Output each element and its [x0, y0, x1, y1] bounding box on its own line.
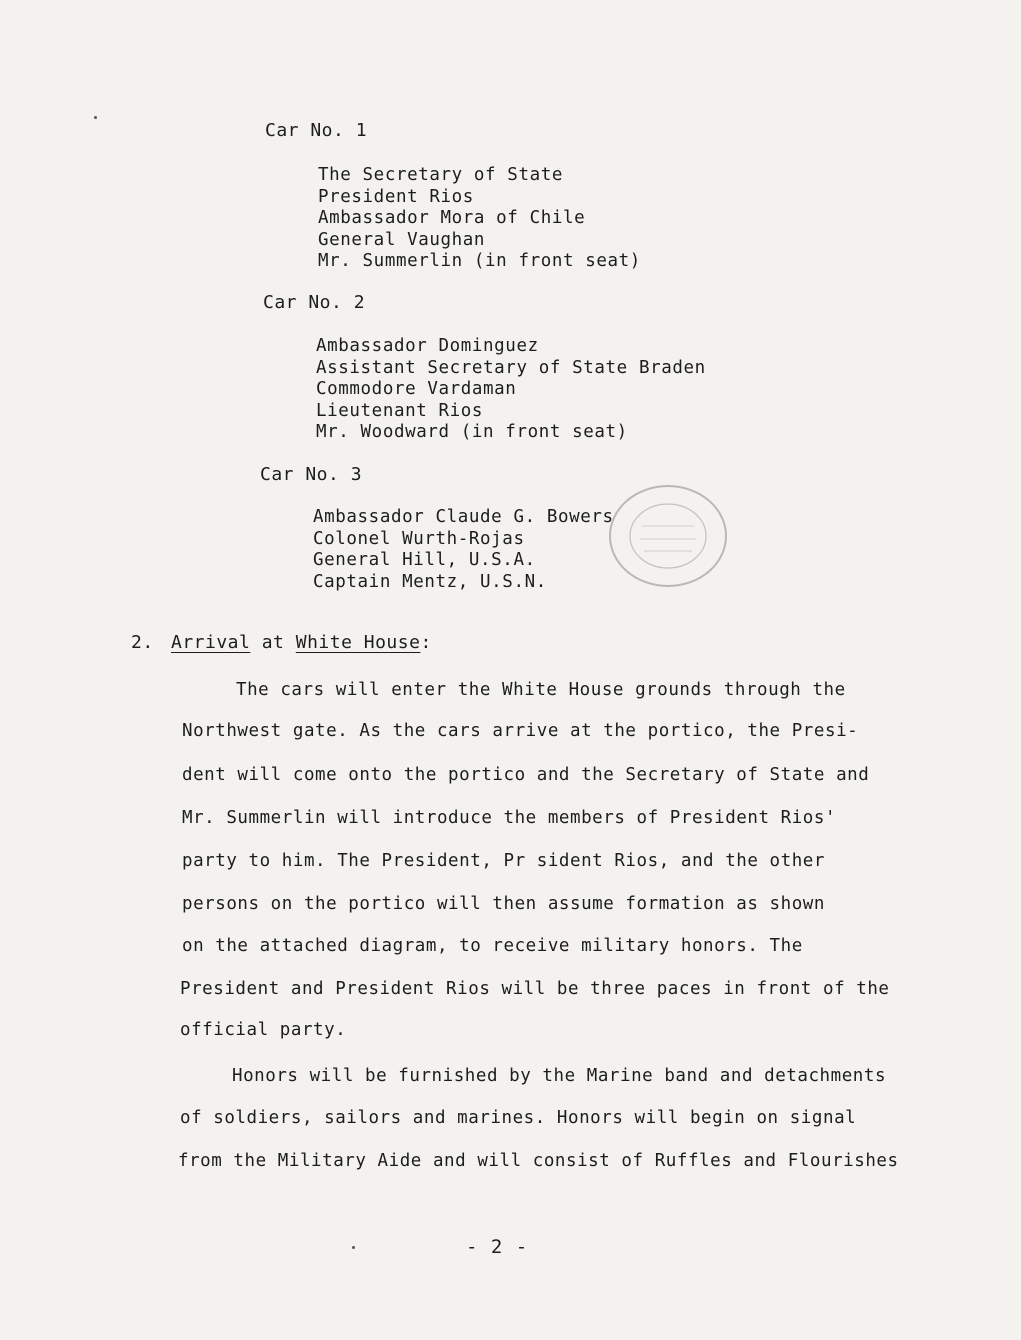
paragraph-1-line: Mr. Summerlin will introduce the members of President Rios'	[182, 808, 837, 828]
list-item: Ambassador Dominguez	[316, 336, 539, 356]
car-1-occupants	[318, 165, 641, 273]
list-item: Commodore Vardaman	[316, 379, 517, 399]
paragraph-1-line: on the attached diagram, to receive military honors. The	[182, 936, 803, 956]
paragraph-2-line: Honors will be furnished by the Marine band and detachments	[232, 1066, 887, 1086]
list-item: Captain Mentz, U.S.N.	[313, 571, 547, 592]
list-item: Mr. Summerlin (in front seat)	[318, 251, 641, 271]
scan-speck	[352, 1246, 355, 1249]
archives-stamp-icon	[606, 481, 730, 591]
paragraph-1-line: dent will come onto the portico and the Secretary of State and	[182, 765, 870, 785]
list-item: Mr. Woodward (in front seat)	[316, 422, 628, 442]
list-item: Assistant Secretary of State Braden	[316, 357, 706, 378]
list-item: The Secretary of State	[318, 165, 563, 185]
list-item: General Hill, U.S.A.	[313, 550, 536, 570]
list-item: Ambassador Claude G. Bowers	[313, 507, 614, 527]
car-1-heading: Car No. 1	[265, 120, 368, 141]
paragraph-1-line: The cars will enter the White House grounds through the	[236, 680, 846, 700]
scan-speck	[94, 116, 97, 119]
paragraph-2-line: from the Military Aide and will consist of Ruffles and Flourishes	[178, 1151, 899, 1171]
paragraph-1-line: Northwest gate. As the cars arrive at the portico, the Presi-	[182, 721, 859, 741]
section-title-at: at	[261, 632, 285, 653]
section-title-arrival: Arrival	[171, 632, 251, 653]
section-title-white-house: White House	[295, 632, 421, 653]
paragraph-2-line: of soldiers, sailors and marines. Honors will begin on signal	[180, 1108, 857, 1128]
car-3-occupants	[313, 507, 614, 593]
paragraph-1-line: official party.	[180, 1020, 347, 1040]
paragraph-1-line: persons on the portico will then assume formation as shown	[182, 894, 825, 914]
paragraph-1-line: President and President Rios will be three paces in front of the	[180, 979, 890, 999]
list-item: Colonel Wurth-Rojas	[313, 528, 525, 549]
section-number: 2.	[131, 632, 154, 653]
section-2-heading	[131, 632, 432, 653]
list-item: Ambassador Mora of Chile	[318, 208, 586, 228]
page-number: - 2 -	[466, 1236, 529, 1258]
car-2-occupants	[316, 336, 706, 444]
list-item: Lieutenant Rios	[316, 400, 484, 421]
paragraph-1-line: party to him. The President, Pr sident Rios, and the other	[182, 851, 825, 871]
car-2-heading: Car No. 2	[263, 292, 366, 313]
car-3-heading: Car No. 3	[260, 464, 363, 485]
list-item: President Rios	[318, 186, 474, 207]
section-title-colon: :	[420, 632, 432, 653]
list-item: General Vaughan	[318, 229, 486, 250]
